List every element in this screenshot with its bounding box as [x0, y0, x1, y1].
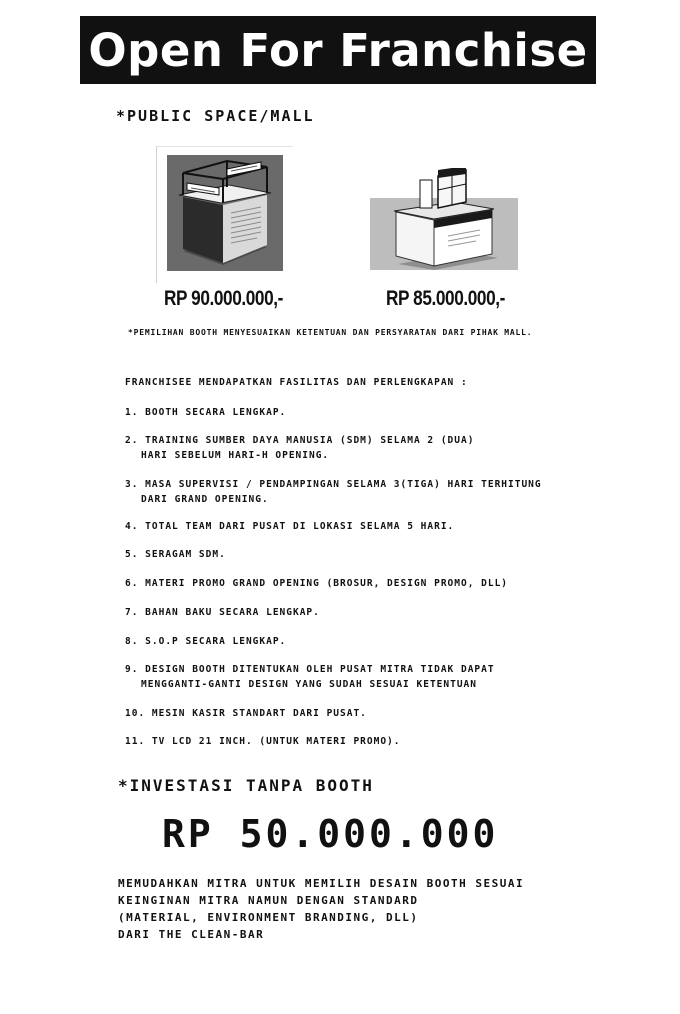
list-item: 7. BAHAN BAKU SECARA LENGKAP. [125, 607, 320, 618]
list-item: 6. MATERI PROMO GRAND OPENING (BROSUR, DESIGN PROMO, DLL) [125, 578, 509, 589]
list-item: 8. S.O.P SECARA LENGKAP. [125, 636, 287, 647]
facilities-intro: FRANCHISEE MENDAPATKAN FASILITAS DAN PERLENGKAPAN : [125, 377, 468, 388]
mall-booth-note: *PEMILIHAN BOOTH MENYESUAIKAN KETENTUAN DAN PERSYARATAN DARI PIHAK MALL. [128, 328, 533, 337]
description-line: KEINGINAN MITRA NAMUN DENGAN STANDARD [118, 894, 419, 907]
list-item: 1. BOOTH SECARA LENGKAP. [125, 407, 287, 418]
description-line: (MATERIAL, ENVIRONMENT BRANDING, DLL) [118, 911, 419, 924]
list-item: 9. DESIGN BOOTH DITENTUKAN OLEH PUSAT MITRA TIDAK DAPAT MENGGANTI-GANTI DESIGN YANG SUDAH SESUAI KETENTUAN [125, 664, 495, 690]
list-item: 2. TRAINING SUMBER DAYA MANUSIA (SDM) SELAMA 2 (DUA) HARI SEBELUM HARI-H OPENING. [125, 435, 475, 461]
list-item: 5. SERAGAM SDM. [125, 549, 226, 560]
page-title: Open For Franchise [88, 23, 588, 77]
booth-photo-large-icon [156, 146, 293, 283]
description-line: MEMUDAHKAN MITRA UNTUK MEMILIH DESAIN BOOTH SESUAI [118, 877, 525, 890]
list-item: 10. MESIN KASIR STANDART DARI PUSAT. [125, 708, 367, 719]
list-item: 11. TV LCD 21 INCH. (UNTUK MATERI PROMO). [125, 736, 401, 747]
booth-price-kiosk: RP 85.000.000,- [386, 287, 505, 310]
no-booth-price: RP 50.000.000 [162, 812, 499, 856]
no-booth-description [118, 875, 524, 943]
list-item: 3. MASA SUPERVISI / PENDAMPINGAN SELAMA 3(TIGA) HARI TERHITUNG DARI GRAND OPENING. [125, 479, 542, 505]
no-booth-investment-title: *INVESTASI TANPA BOOTH [118, 776, 374, 795]
booth-photo-kiosk-icon [368, 168, 520, 272]
booth-price-large: RP 90.000.000,- [164, 287, 283, 310]
public-space-title: *PUBLIC SPACE/MALL [116, 107, 315, 125]
page-title-banner [80, 16, 596, 84]
list-item: 4. TOTAL TEAM DARI PUSAT DI LOKASI SELAMA 5 HARI. [125, 521, 455, 532]
description-line: DARI THE CLEAN-BAR [118, 928, 265, 941]
